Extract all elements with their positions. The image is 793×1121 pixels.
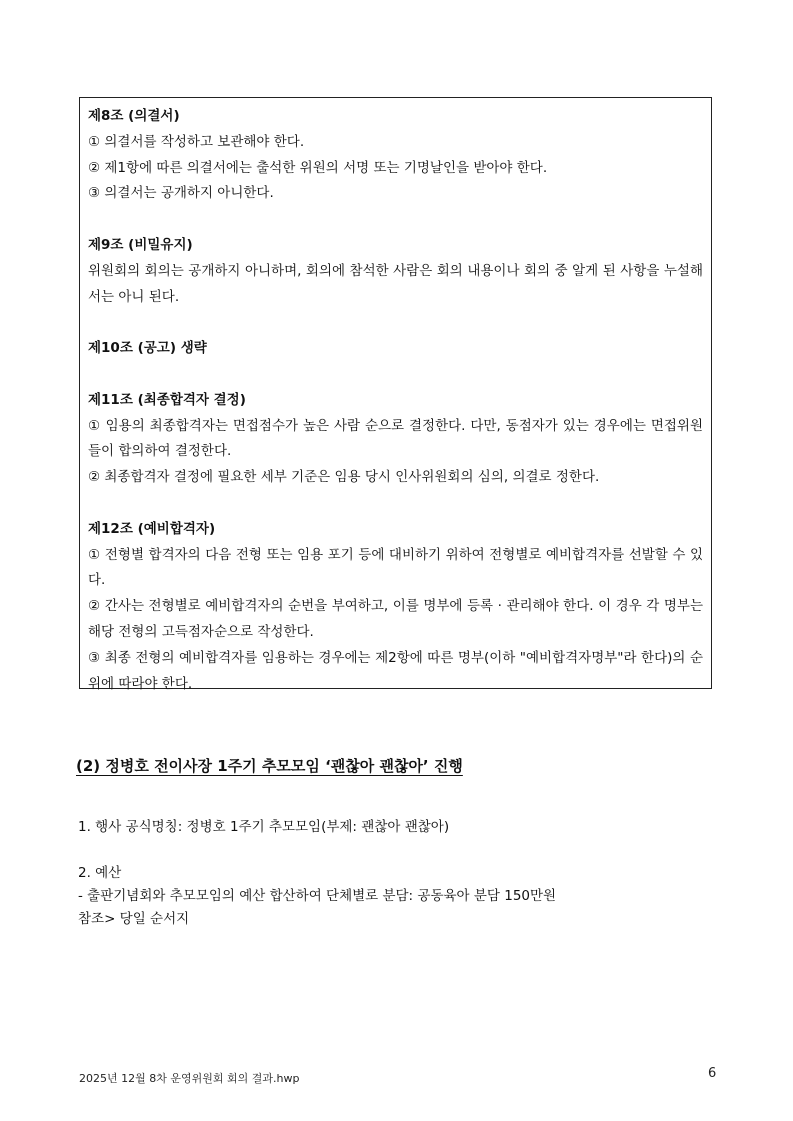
spacer [78,839,718,862]
article-8 [88,104,703,207]
section-body [78,816,718,931]
article-clause: ② 최종합격자 결정에 필요한 세부 기준은 임용 당시 인사위원회의 심의, 의결로 정한다. [88,469,600,486]
article-11 [88,388,703,491]
section-memorial-event [78,754,718,931]
article-9 [88,233,703,310]
event-name-item: 1. 행사 공식명칭: 정병호 1주기 추모모임(부제: 괜찮아 괜찮아) [78,819,450,835]
article-clause: ② 간사는 전형별로 예비합격자의 순번을 부여하고, 이를 명부에 등록 · 관리해야 한다. 이 경우 각 명부는 해당 전형의 고득점자순으로 작성한다. [88,598,703,640]
article-title: 제8조 (의결서) [88,108,180,124]
section-heading: (2) 정병호 전이사장 1주기 추모모임 ‘괜찮아 괜찮아’ 진행 [76,757,463,775]
article-clause: ① 임용의 최종합격자는 면접점수가 높은 사람 순으로 결정한다. 다만, 동점자가 있는 경우에는 면접위원들이 합의하여 결정한다. [88,417,703,460]
article-clause: 위원회의 회의는 공개하지 아니하며, 회의에 참석한 사람은 회의 내용이나 회의 중 알게 된 사항을 누설해서는 아니 된다. [88,262,703,305]
article-title: 제12조 (예비합격자) [88,520,216,537]
article-10 [88,336,703,362]
article-title: 제11조 (최종합격자 결정) [88,391,246,408]
article-title: 제10조 (공고) 생략 [88,340,207,357]
article-clause: ③ 의결서는 공개하지 아니한다. [88,185,274,202]
footer-filename: 2025년 12월 8차 운영위원회 회의 결과.hwp [79,1072,300,1085]
page-number: 6 [708,1066,717,1081]
regulation-box [79,97,712,692]
article-clause: ① 전형별 합격자의 다음 전형 또는 임용 포기 등에 대비하기 위하여 전형별로 예비합격자를 선발할 수 있다. [88,546,703,589]
article-clause: ③ 최종 전형의 예비합격자를 임용하는 경우에는 제2항에 따른 명부(이하 "예비합격자명부"라 한다)의 순위에 따라야 한다. [88,649,703,692]
budget-item-detail: - 출판기념회와 추모모임의 예산 합산하여 단체별로 분담: 공동육아 분담 150만원 [78,888,557,904]
article-12 [88,517,703,698]
article-clause: ① 의결서를 작성하고 보관해야 한다. [88,133,305,150]
article-clause: ② 제1항에 따른 의결서에는 출석한 위원의 서명 또는 기명날인을 받아야 한다. [88,159,548,176]
reference-note: 참조> 당일 순서지 [78,911,190,927]
budget-item-title: 2. 예산 [78,865,122,881]
article-title: 제9조 (비밀유지) [88,236,193,253]
